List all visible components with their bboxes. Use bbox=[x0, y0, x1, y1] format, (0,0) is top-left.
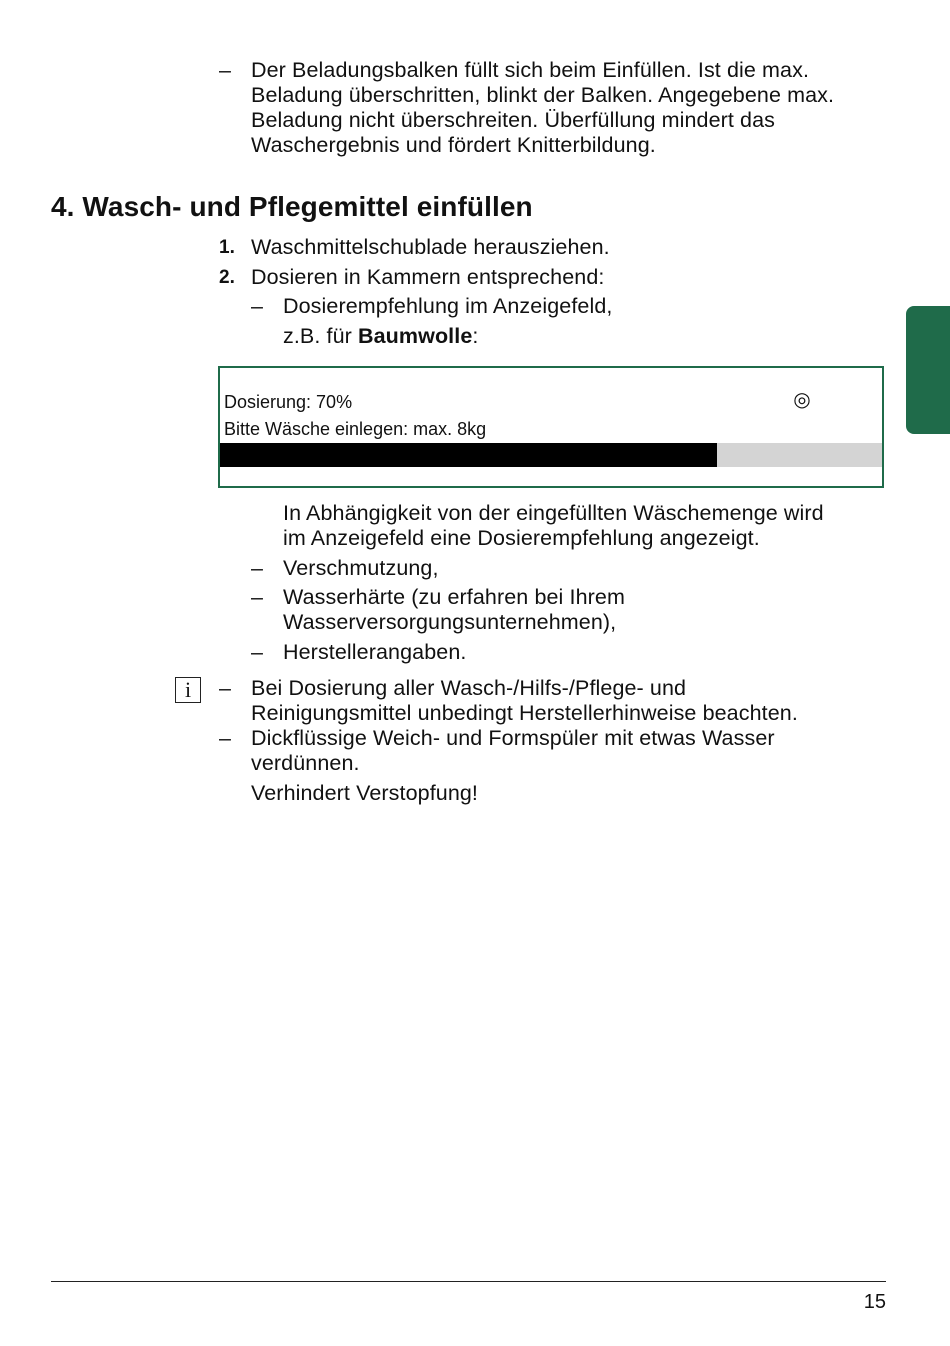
intro-line: Der Beladungsbalken füllt sich beim Einfüllen. Ist die max. bbox=[251, 58, 810, 82]
list-dash: – bbox=[251, 556, 263, 580]
step-text: Waschmittelschublade herausziehen. bbox=[251, 235, 610, 259]
intro-line: Waschergebnis und fördert Knitterbildung. bbox=[251, 133, 656, 157]
list-item-line: Wasserhärte (zu erfahren bei Ihrem bbox=[283, 585, 625, 609]
example-prefix: z.B. für bbox=[283, 324, 358, 348]
info-note: Verhindert Verstopfung! bbox=[251, 781, 479, 805]
example-program: Baumwolle bbox=[357, 324, 473, 348]
chapter-tab bbox=[906, 306, 950, 434]
step-number: 1. bbox=[219, 237, 235, 258]
info-item bbox=[251, 676, 798, 726]
paragraph-line: im Anzeigefeld eine Dosierempfehlung angezeigt. bbox=[283, 526, 760, 550]
example-suffix: : bbox=[472, 324, 479, 348]
info-dash: – bbox=[219, 726, 231, 750]
intro-line: Beladung nicht überschreiten. Überfüllung mindert das bbox=[251, 108, 775, 132]
intro-paragraph bbox=[251, 58, 834, 158]
load-label: Bitte Wäsche einlegen: max. 8kg bbox=[224, 419, 487, 439]
recommendation-example bbox=[283, 324, 612, 349]
list-dash: – bbox=[251, 640, 263, 664]
intro-line: Beladung überschritten, blinkt der Balken. Angegebene max. bbox=[251, 83, 835, 107]
info-line: Dickflüssige Weich- und Formspüler mit etwas Wasser bbox=[251, 726, 775, 750]
paragraph-line: In Abhängigkeit von der eingefüllten Wäschemenge wird bbox=[283, 501, 824, 525]
after-display-paragraph bbox=[283, 501, 824, 551]
load-bar-fill bbox=[220, 443, 717, 467]
section-title: 4. Wasch- und Pflegemittel einfüllen bbox=[51, 191, 533, 222]
step-number: 2. bbox=[219, 267, 235, 288]
list-item: Verschmutzung, bbox=[283, 556, 439, 580]
list-item bbox=[283, 585, 625, 635]
info-line: verdünnen. bbox=[251, 751, 360, 775]
list-item: Herstellerangaben. bbox=[283, 640, 467, 664]
recommendation-text bbox=[283, 294, 612, 349]
display-panel bbox=[218, 366, 884, 488]
info-line: Reinigungsmittel unbedingt Herstellerhinweise beachten. bbox=[251, 701, 798, 725]
info-line: Bei Dosierung aller Wasch-/Hilfs-/Pflege- und bbox=[251, 676, 687, 700]
intro-dash: – bbox=[219, 58, 231, 82]
recommendation-line: Dosierempfehlung im Anzeigefeld, bbox=[283, 294, 613, 318]
recommendation-dash: – bbox=[251, 294, 263, 318]
info-item bbox=[251, 726, 775, 776]
list-dash: – bbox=[251, 585, 263, 609]
info-dash: – bbox=[219, 676, 231, 700]
info-icon: i bbox=[175, 677, 201, 703]
step-text: Dosieren in Kammern entsprechend: bbox=[251, 265, 605, 289]
footer-rule bbox=[51, 1281, 886, 1282]
list-item-line: Wasserversorgungsunternehmen), bbox=[283, 610, 617, 634]
page-number: 15 bbox=[863, 1291, 886, 1313]
dosing-label: Dosierung: 70% bbox=[224, 392, 353, 412]
load-bar-track bbox=[220, 443, 882, 467]
detergent-drum-icon: ◎ bbox=[793, 389, 811, 411]
